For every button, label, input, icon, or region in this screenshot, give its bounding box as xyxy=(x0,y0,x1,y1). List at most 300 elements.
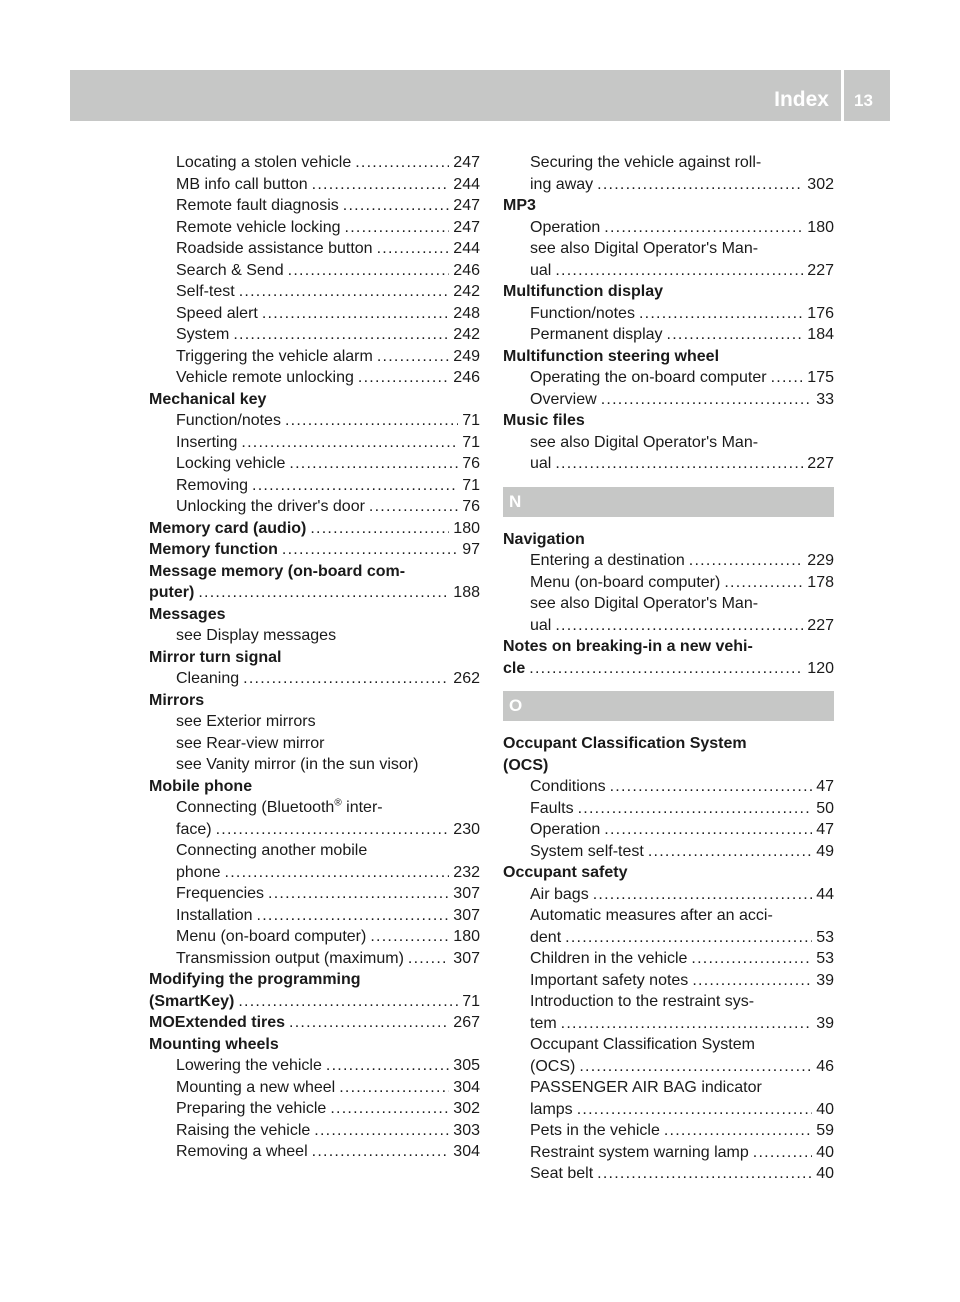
entry-text: Occupant safety xyxy=(503,864,628,881)
entry-text: Seat belt xyxy=(530,1165,594,1182)
entry-text: Air bags xyxy=(530,885,589,903)
entry-text: Faults xyxy=(530,799,574,817)
index-subentry xyxy=(149,840,480,862)
dot-leader xyxy=(667,324,804,346)
index-subentry xyxy=(503,432,834,454)
page-reference[interactable]: 307 xyxy=(453,949,480,967)
entry-text: Inserting xyxy=(176,433,238,451)
page-reference[interactable]: 71 xyxy=(462,412,480,429)
page-reference[interactable]: 71 xyxy=(462,433,480,451)
entry-text: System self-test xyxy=(530,842,644,860)
index-subentry[interactable] xyxy=(503,174,834,196)
entry-text: Notes on breaking-in a new vehi- xyxy=(503,638,753,655)
entry-text: Self-test xyxy=(176,283,235,300)
index-subentry[interactable] xyxy=(503,970,834,992)
page-reference[interactable]: 227 xyxy=(807,261,834,279)
dot-leader xyxy=(312,1141,450,1163)
entry-text: Navigation xyxy=(503,530,585,548)
entry-text: Securing the vehicle against roll- xyxy=(530,154,762,171)
entry-text: (OCS) xyxy=(530,1057,576,1075)
dot-leader xyxy=(345,217,450,239)
entry-text: Installation xyxy=(176,906,253,924)
page-reference[interactable]: 53 xyxy=(816,950,834,967)
page-reference[interactable]: 232 xyxy=(453,863,480,881)
index-subentry[interactable] xyxy=(149,195,480,217)
index-subentry[interactable] xyxy=(503,217,834,239)
page-reference[interactable]: 229 xyxy=(807,552,834,569)
index-subentry[interactable] xyxy=(503,550,834,572)
index-subentry[interactable] xyxy=(149,926,480,948)
entry-text: see also Digital Operator's Man- xyxy=(530,595,759,612)
index-subentry[interactable] xyxy=(149,1141,480,1163)
index-entry xyxy=(503,529,834,551)
page-reference[interactable]: 39 xyxy=(816,1014,834,1032)
page-reference[interactable]: 76 xyxy=(462,455,480,472)
entry-text: Introduction to the restraint sys- xyxy=(530,993,755,1010)
entry-text: Menu (on-board computer) xyxy=(176,928,367,945)
page-reference[interactable]: 40 xyxy=(816,1100,834,1118)
index-subentry[interactable] xyxy=(149,1098,480,1120)
dot-leader xyxy=(561,1013,813,1035)
index-subentry[interactable] xyxy=(503,927,834,949)
header-title xyxy=(774,70,890,121)
index-column-left xyxy=(149,152,480,1163)
page-reference[interactable]: 175 xyxy=(807,369,834,386)
entry-text: Mounting a new wheel xyxy=(176,1078,336,1096)
index-subentry xyxy=(149,711,480,733)
index-entry xyxy=(149,389,480,411)
entry-text: see also Digital Operator's Man- xyxy=(530,433,759,451)
entry-text: Message memory (on-board com- xyxy=(149,562,406,580)
entry-text: Locating a stolen vehicle xyxy=(176,154,352,171)
index-subentry[interactable] xyxy=(149,453,480,475)
page-number: 13 xyxy=(854,91,873,110)
page-reference[interactable]: 59 xyxy=(816,1122,834,1139)
page-reference[interactable]: 305 xyxy=(453,1057,480,1074)
dot-leader xyxy=(692,970,812,992)
entry-text: Occupant Classification System xyxy=(503,735,747,752)
dot-leader xyxy=(377,346,449,368)
index-subentry xyxy=(503,1077,834,1099)
entry-text: Overview xyxy=(530,390,597,408)
index-subentry[interactable] xyxy=(149,260,480,282)
page-reference[interactable]: 180 xyxy=(453,519,480,537)
index-subentry xyxy=(149,797,480,819)
page-reference[interactable]: 302 xyxy=(807,175,834,193)
page-reference[interactable]: 247 xyxy=(453,197,480,214)
page-reference[interactable]: 304 xyxy=(453,1078,480,1096)
entry-text: Connecting (Bluetooth® inter- xyxy=(176,797,383,816)
index-subentry[interactable] xyxy=(149,324,480,346)
dot-leader xyxy=(604,819,812,841)
dot-leader xyxy=(268,883,449,905)
dot-leader xyxy=(314,1120,449,1142)
entry-text: tem xyxy=(530,1014,557,1032)
dot-leader xyxy=(578,798,813,820)
dot-leader xyxy=(597,1163,812,1185)
page-reference[interactable]: 44 xyxy=(816,885,834,903)
entry-text: Locking vehicle xyxy=(176,455,286,472)
page-reference[interactable]: 248 xyxy=(453,304,480,322)
index-subentry[interactable] xyxy=(149,217,480,239)
index-letter-heading: N xyxy=(503,487,834,517)
page-reference[interactable]: 307 xyxy=(453,906,480,924)
index-entry xyxy=(503,346,834,368)
index-subentry xyxy=(503,905,834,927)
index-subentry[interactable] xyxy=(503,389,834,411)
page-reference[interactable]: 227 xyxy=(807,455,834,472)
dot-leader xyxy=(238,991,458,1013)
page-reference[interactable]: 244 xyxy=(453,240,480,257)
index-subentry[interactable] xyxy=(503,1013,834,1035)
dot-leader xyxy=(243,668,449,690)
index-subentry[interactable] xyxy=(503,1163,834,1185)
index-subentry[interactable] xyxy=(149,819,480,841)
page-reference[interactable]: 33 xyxy=(816,390,834,408)
index-subentry[interactable] xyxy=(503,1120,834,1142)
entry-text: Modifying the programming xyxy=(149,971,361,988)
entry-text: MP3 xyxy=(503,197,536,214)
entry-text: Vehicle remote unlocking xyxy=(176,369,354,386)
index-subentry[interactable] xyxy=(503,324,834,346)
index-subentry[interactable] xyxy=(503,1142,834,1164)
dot-leader xyxy=(565,927,812,949)
entry-text: Function/notes xyxy=(530,304,635,322)
entry-text: phone xyxy=(176,863,221,881)
dot-leader xyxy=(330,1098,449,1120)
entry-text: (OCS) xyxy=(503,756,549,774)
entry-text: Mirrors xyxy=(149,691,205,709)
section-title: Index xyxy=(774,88,829,111)
entry-text: Restraint system warning lamp xyxy=(530,1143,749,1161)
entry-text: Mirror turn signal xyxy=(149,648,282,666)
dot-leader xyxy=(216,819,450,841)
entry-text: Mobile phone xyxy=(149,777,253,795)
entry-text: Occupant Classification System xyxy=(530,1036,755,1053)
dot-leader xyxy=(339,1077,449,1099)
entry-text: Permanent display xyxy=(530,326,663,343)
dot-leader xyxy=(555,453,803,475)
dot-leader xyxy=(555,615,803,637)
entry-text: Messages xyxy=(149,605,226,623)
header-bar xyxy=(70,70,890,121)
entry-text: lamps xyxy=(530,1100,573,1118)
entry-text: Removing a wheel xyxy=(176,1143,308,1160)
entry-text: puter) xyxy=(149,584,195,601)
index-subentry[interactable] xyxy=(503,615,834,637)
entry-text: Cleaning xyxy=(176,670,240,687)
entry-text: ual xyxy=(530,455,552,472)
page-reference[interactable]: 230 xyxy=(453,820,480,838)
index-subentry xyxy=(503,991,834,1013)
index-entry xyxy=(149,776,480,798)
entry-text: ing away xyxy=(530,175,594,193)
index-subentry[interactable] xyxy=(149,905,480,927)
dot-leader xyxy=(597,174,803,196)
index-subentry[interactable] xyxy=(149,432,480,454)
dot-leader xyxy=(377,238,450,260)
entry-text: Multifunction steering wheel xyxy=(503,347,720,365)
dot-leader xyxy=(343,195,450,217)
entry-text: Triggering the vehicle alarm xyxy=(176,347,373,365)
entry-text: Children in the vehicle xyxy=(530,950,688,967)
page-reference[interactable]: 247 xyxy=(453,218,480,236)
index-subentry xyxy=(149,754,480,776)
dot-leader xyxy=(724,572,803,594)
index-subentry xyxy=(503,1034,834,1056)
index-entry xyxy=(503,733,834,755)
entry-text: MOExtended tires xyxy=(149,1014,286,1031)
dot-leader xyxy=(225,862,450,884)
index-subentry[interactable] xyxy=(503,819,834,841)
page-reference[interactable]: 246 xyxy=(453,369,480,386)
index-entry xyxy=(149,1034,480,1056)
entry-text: Roadside assistance button xyxy=(176,240,373,257)
index-subentry[interactable] xyxy=(503,948,834,970)
page-reference[interactable]: 47 xyxy=(816,778,834,795)
index-entry[interactable] xyxy=(503,658,834,680)
page-reference[interactable]: 262 xyxy=(453,670,480,687)
dot-leader xyxy=(310,518,449,540)
index-subentry[interactable] xyxy=(503,1099,834,1121)
dot-leader xyxy=(312,174,450,196)
entry-text: Mechanical key xyxy=(149,390,267,408)
dot-leader xyxy=(604,217,803,239)
page-reference[interactable]: 50 xyxy=(816,799,834,817)
dot-leader xyxy=(689,550,804,572)
page-reference[interactable]: 246 xyxy=(453,261,480,279)
index-entry xyxy=(149,690,480,712)
page-reference[interactable]: 242 xyxy=(453,326,480,343)
page-reference[interactable]: 180 xyxy=(807,218,834,236)
page-reference[interactable]: 46 xyxy=(816,1057,834,1075)
entry-text: (SmartKey) xyxy=(149,992,235,1010)
entry-text: Menu (on-board computer) xyxy=(530,573,721,591)
page-reference[interactable]: 40 xyxy=(816,1143,834,1161)
dot-leader xyxy=(577,1099,813,1121)
entry-text: Transmission output (maximum) xyxy=(176,949,404,967)
index-subentry[interactable] xyxy=(503,260,834,282)
page-reference[interactable]: 71 xyxy=(462,476,480,494)
dot-leader xyxy=(610,776,813,798)
page-reference[interactable]: 49 xyxy=(816,842,834,860)
index-subentry[interactable] xyxy=(503,1056,834,1078)
index-subentry[interactable] xyxy=(149,496,480,518)
page-reference[interactable]: 120 xyxy=(807,659,834,677)
index-subentry[interactable] xyxy=(503,798,834,820)
entry-text: Preparing the vehicle xyxy=(176,1100,327,1117)
entry-text: Operation xyxy=(530,218,601,236)
index-entry xyxy=(503,862,834,884)
dot-leader xyxy=(257,905,450,927)
dot-leader xyxy=(593,884,813,906)
entry-text: Connecting another mobile xyxy=(176,842,368,859)
page-reference[interactable]: 97 xyxy=(462,541,480,558)
index-entry xyxy=(503,410,834,432)
page-reference[interactable]: 242 xyxy=(453,283,480,300)
index-subentry[interactable] xyxy=(149,948,480,970)
entry-text: Memory card (audio) xyxy=(149,519,307,537)
index-subentry[interactable] xyxy=(503,841,834,863)
entry-text: Search & Send xyxy=(176,261,284,279)
index-entry xyxy=(149,969,480,991)
dot-leader xyxy=(239,281,450,303)
entry-text: cle xyxy=(503,659,526,677)
entry-text: see Vanity mirror (in the sun visor) xyxy=(176,756,419,773)
page-reference[interactable]: 303 xyxy=(453,1121,480,1139)
page-reference[interactable]: 53 xyxy=(816,928,834,946)
entry-text: MB info call button xyxy=(176,175,308,193)
entry-text: Entering a destination xyxy=(530,552,685,569)
index-subentry[interactable] xyxy=(149,303,480,325)
dot-leader xyxy=(355,152,449,174)
index-subentry[interactable] xyxy=(149,346,480,368)
entry-text: see Display messages xyxy=(176,627,337,644)
index-entry xyxy=(503,755,834,777)
index-subentry[interactable] xyxy=(503,303,834,325)
page-reference[interactable]: 176 xyxy=(807,304,834,322)
page-reference[interactable]: 307 xyxy=(453,885,480,902)
page-reference[interactable]: 76 xyxy=(462,498,480,515)
entry-text: ual xyxy=(530,261,552,279)
index-subentry[interactable] xyxy=(503,453,834,475)
page-reference[interactable]: 178 xyxy=(807,573,834,591)
index-subentry xyxy=(503,593,834,615)
dot-leader xyxy=(753,1142,812,1164)
dot-leader xyxy=(370,926,449,948)
entry-text: ual xyxy=(530,616,552,634)
dot-leader xyxy=(241,432,458,454)
entry-text: Music files xyxy=(503,412,585,429)
dot-leader xyxy=(198,582,449,604)
entry-text: Raising the vehicle xyxy=(176,1121,311,1139)
page-reference[interactable]: 180 xyxy=(453,928,480,945)
index-subentry[interactable] xyxy=(503,572,834,594)
dot-leader xyxy=(771,367,804,389)
entry-text: PASSENGER AIR BAG indicator xyxy=(530,1079,762,1096)
entry-text: Unlocking the driver's door xyxy=(176,498,365,515)
index-subentry[interactable] xyxy=(149,475,480,497)
entry-text: Pets in the vehicle xyxy=(530,1122,660,1139)
dot-leader xyxy=(358,367,449,389)
page-reference[interactable]: 227 xyxy=(807,616,834,634)
index-entry xyxy=(149,604,480,626)
index-subentry[interactable] xyxy=(149,883,480,905)
index-subentry xyxy=(503,152,834,174)
index-entry xyxy=(503,636,834,658)
dot-leader xyxy=(555,260,803,282)
index-entry[interactable] xyxy=(149,539,480,561)
page-reference[interactable]: 247 xyxy=(453,154,480,171)
index-subentry xyxy=(149,625,480,647)
index-subentry xyxy=(149,733,480,755)
index-entry[interactable] xyxy=(149,582,480,604)
dot-leader xyxy=(408,948,449,970)
index-subentry[interactable] xyxy=(149,238,480,260)
dot-leader xyxy=(648,841,812,863)
dot-leader xyxy=(282,539,458,561)
index-subentry xyxy=(503,238,834,260)
dot-leader xyxy=(369,496,458,518)
index-subentry[interactable] xyxy=(503,367,834,389)
page-reference[interactable]: 40 xyxy=(816,1165,834,1182)
index-subentry[interactable] xyxy=(503,884,834,906)
index-column-right xyxy=(503,152,834,1185)
page-reference[interactable]: 302 xyxy=(453,1100,480,1117)
registered-mark: ® xyxy=(334,797,342,809)
index-subentry[interactable] xyxy=(503,776,834,798)
dot-leader xyxy=(233,324,449,346)
entry-text: see also Digital Operator's Man- xyxy=(530,240,759,257)
dot-leader xyxy=(529,658,803,680)
index-entry xyxy=(149,647,480,669)
dot-leader xyxy=(262,303,449,325)
entry-text: Important safety notes xyxy=(530,971,689,989)
entry-text: dent xyxy=(530,928,562,946)
dot-leader xyxy=(664,1120,812,1142)
entry-text: Lowering the vehicle xyxy=(176,1057,322,1074)
page-reference[interactable]: 39 xyxy=(816,971,834,989)
page-reference[interactable]: 47 xyxy=(816,821,834,838)
index-entry[interactable] xyxy=(149,518,480,540)
index-subentry[interactable] xyxy=(149,668,480,690)
dot-leader xyxy=(289,453,458,475)
page-reference[interactable]: 184 xyxy=(807,326,834,343)
dot-leader xyxy=(579,1056,812,1078)
page-reference[interactable]: 267 xyxy=(453,1014,480,1031)
dot-leader xyxy=(252,475,458,497)
dot-leader xyxy=(288,260,450,282)
dot-leader xyxy=(285,410,458,432)
page-reference[interactable]: 249 xyxy=(453,347,480,365)
dot-leader xyxy=(326,1055,449,1077)
index-subentry[interactable] xyxy=(149,281,480,303)
index-entry xyxy=(503,281,834,303)
index-entry[interactable] xyxy=(149,1012,480,1034)
index-letter-heading: O xyxy=(503,691,834,721)
entry-text: face) xyxy=(176,820,212,838)
page-reference[interactable]: 244 xyxy=(453,175,480,193)
entry-text: Remote fault diagnosis xyxy=(176,197,339,214)
index-subentry[interactable] xyxy=(149,410,480,432)
entry-text: see Exterior mirrors xyxy=(176,713,316,730)
entry-text: Conditions xyxy=(530,778,606,795)
entry-text: Multifunction display xyxy=(503,283,663,300)
entry-text: Function/notes xyxy=(176,412,281,429)
index-subentry[interactable] xyxy=(149,1077,480,1099)
index-subentry[interactable] xyxy=(149,1055,480,1077)
index-subentry[interactable] xyxy=(149,152,480,174)
page-reference[interactable]: 71 xyxy=(462,992,480,1010)
index-entry xyxy=(503,195,834,217)
page-reference[interactable]: 304 xyxy=(453,1143,480,1160)
entry-text: Frequencies xyxy=(176,885,265,902)
entry-text: Remote vehicle locking xyxy=(176,218,341,236)
entry-text: Operating the on-board computer xyxy=(530,369,767,386)
entry-text: Memory function xyxy=(149,541,278,558)
index-subentry[interactable] xyxy=(149,1120,480,1142)
dot-leader xyxy=(639,303,803,325)
index-subentry[interactable] xyxy=(149,367,480,389)
index-subentry[interactable] xyxy=(149,862,480,884)
entry-text: Speed alert xyxy=(176,304,258,322)
dot-leader xyxy=(601,389,813,411)
index-entry[interactable] xyxy=(149,991,480,1013)
page-reference[interactable]: 188 xyxy=(453,584,480,601)
dot-leader xyxy=(691,948,812,970)
index-subentry[interactable] xyxy=(149,174,480,196)
entry-text: Automatic measures after an acci- xyxy=(530,907,773,924)
